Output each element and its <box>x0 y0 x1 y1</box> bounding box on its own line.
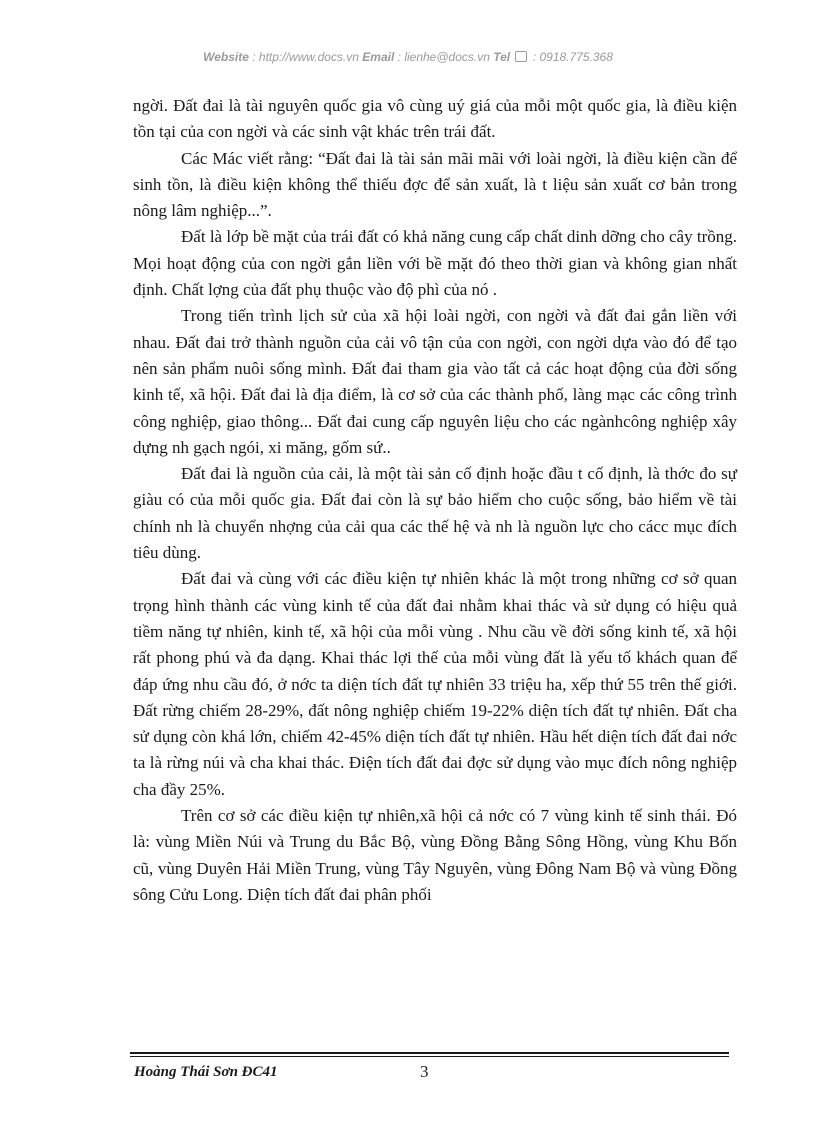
body-text <box>133 93 737 908</box>
paragraph: Đất đai và cùng với các điều kiện tự nhiên khác là một trong những cơ sở quan trọng hình thành các vùng kinh tế của đất đai nhằm khai thác và sử dụng có hiệu quả tiềm năng tự nhiên, kinh tế, xã hội của mỗi vùng . Nhu cầu về đời sống kinh tế, xã hội rất phong phú và đa dạng. Khai thác lợi thế của mỗi vùng đất là yếu tố khách quan để đáp ứng nhu cầu đó, ở nớc ta diện tích đất tự nhiên 33 triệu ha, xếp thứ 55 trên thế giới. Đất rừng chiếm 28-29%, đất nông nghiệp chiếm 19-22% diện tích đất tự nhiên. Đất cha sử dụng còn khá lớn, chiếm 42-45% diện tích đất tự nhiên. Hầu hết diện tích đất đai nớc ta là rừng núi và cha khai thác. Điện tích đất đai đợc sử dụng vào mục đích nông nghiệp cha đầy 25%. <box>133 569 737 799</box>
tel-value: : 0918.775.368 <box>532 50 613 64</box>
website-value: : http://www.docs.vn <box>252 50 359 64</box>
footer-divider-thick <box>130 1052 729 1054</box>
paragraph: Đất là lớp bề mặt của trái đất có khả năng cung cấp chất dinh dỡng cho cây trồng. Mọi hoạt động của con ngời gắn liền với bề mặt đó theo thời gian và không gian nhất định. Chất lợng của đất phụ thuộc vào độ phì của nó . <box>133 227 737 300</box>
paragraph: Đất đai là nguồn của cải, là một tài sản cố định hoặc đầu t cố định, là thớc đo sự giàu có của mỗi quốc gia. Đất đai còn là sự bảo hiểm cho cuộc sống, bảo hiểm về tài chính nh là chuyển nhợng của cải qua các thế hệ và nh là nguồn lực cho cácc mục đích tiêu dùng. <box>133 464 737 563</box>
page-header <box>0 50 816 64</box>
paragraph: ngời. Đất đai là tài nguyên quốc gia vô cùng uý giá của mỗi một quốc gia, là điều kiện tồn tại của con ngời và các sinh vật khác trên trái đất. <box>133 96 737 142</box>
website-label: Website <box>203 50 249 64</box>
footer-divider-thin <box>130 1056 729 1057</box>
email-label: Email <box>362 50 395 64</box>
email-value: : lienhe@docs.vn <box>397 50 490 64</box>
tel-label: Tel <box>493 50 511 64</box>
paragraph: Trên cơ sở các điều kiện tự nhiên,xã hội cả nớc có 7 vùng kinh tế sinh thái. Đó là: vùng Miền Núi và Trung du Bắc Bộ, vùng Đồng Bằng Sông Hồng, vùng Khu Bốn cũ, vùng Duyên Hải Miền Trung, vùng Tây Nguyên, vùng Đông Nam Bộ và vùng Đồng sông Cửu Long. Diện tích đất đai phân phối <box>133 806 737 904</box>
paragraph: Trong tiến trình lịch sử của xã hội loài ngời, con ngời và đất đai gắn liền với nhau. Đất đai trở thành nguồn của cải vô tận của con ngời, con ngời dựa vào đó để tạo nên sản phẩm nuôi sống mình. Đất đai tham gia vào tất cả các hoạt động của đời sống kinh tế, xã hội. Đất đai là địa điểm, là cơ sở của các thành phố, làng mạc các công trình công nghiệp, giao thông... Đất đai cung cấp nguyên liệu cho các ngànhcông nghiệp xây dựng nh gạch ngói, xi măng, gốm sứ.. <box>133 306 737 457</box>
footer-author: Hoàng Thái Sơn ĐC41 <box>134 1064 278 1080</box>
page-number: 3 <box>420 1062 429 1081</box>
phone-icon <box>515 51 527 62</box>
paragraph: Các Mác viết rằng: “Đất đai là tài sản mãi mãi với loài ngời, là điều kiện cần để sinh tồn, là điều kiện không thể thiếu đợc để sản xuất, là t liệu sản xuất cơ bản trong nông lâm nghiệp...”. <box>133 148 737 221</box>
